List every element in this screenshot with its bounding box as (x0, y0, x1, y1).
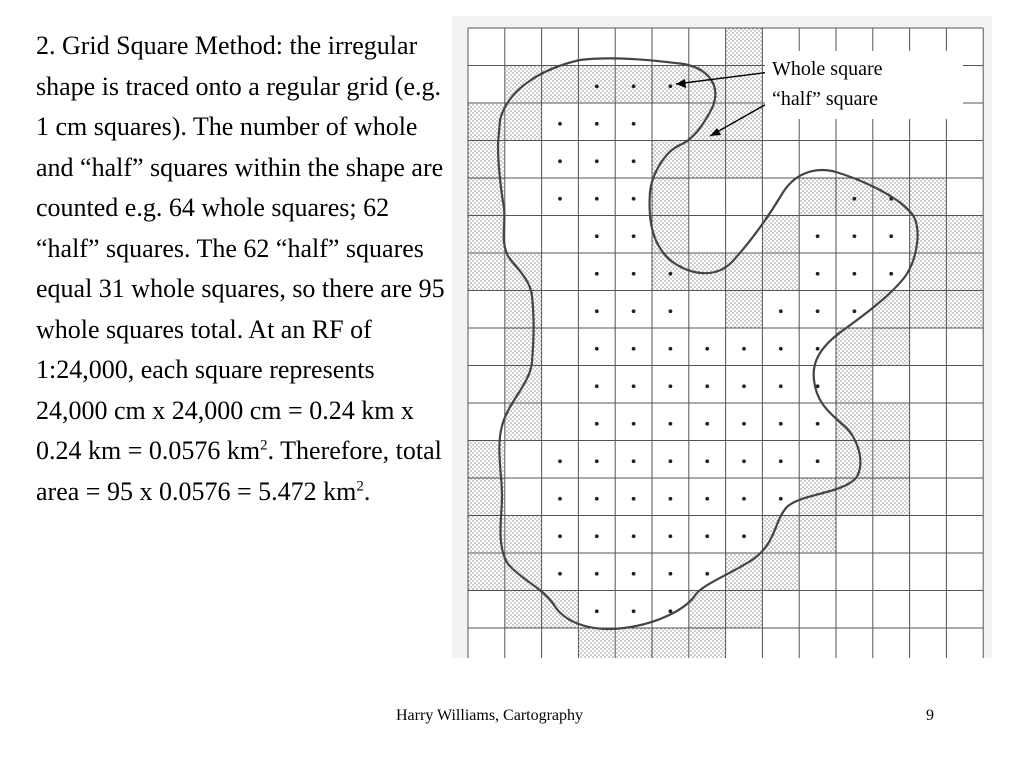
whole-square-dot (816, 309, 820, 313)
half-square-cell (762, 216, 799, 254)
whole-square-dot (779, 309, 783, 313)
whole-square-dot (853, 197, 857, 201)
whole-square-dot (632, 609, 636, 613)
whole-square-dot (889, 234, 893, 238)
whole-square-dot (705, 459, 709, 463)
half-square-cell (505, 553, 542, 591)
whole-square-dot (595, 534, 599, 538)
whole-square-dot (742, 422, 746, 426)
whole-square-dot (669, 459, 673, 463)
half-square-cell (505, 103, 542, 141)
whole-square-dot (669, 422, 673, 426)
half-square-cell (689, 66, 726, 104)
whole-square-dot (742, 459, 746, 463)
whole-square-dot (558, 572, 562, 576)
half-square-cell (762, 516, 799, 554)
whole-square-dot (632, 122, 636, 126)
half-square-cell (468, 178, 505, 216)
whole-square-dot (779, 422, 783, 426)
whole-square-dot (632, 309, 636, 313)
whole-square-dot (669, 384, 673, 388)
half-square-cell (726, 141, 763, 179)
whole-square-dot (705, 384, 709, 388)
half-square-cell (578, 66, 615, 104)
half-square-cell (762, 253, 799, 291)
half-square-cell (726, 103, 763, 141)
half-square-cell (726, 66, 763, 104)
whole-square-dot (705, 572, 709, 576)
whole-square-dot (632, 459, 636, 463)
half-square-cell (505, 291, 542, 329)
whole-square-dot (742, 384, 746, 388)
whole-square-dot (816, 347, 820, 351)
whole-square-dot (669, 534, 673, 538)
half-square-cell (505, 591, 542, 629)
whole-square-dot (632, 197, 636, 201)
figure-legend-box (765, 51, 963, 119)
whole-square-dot (669, 84, 673, 88)
whole-square-dot (595, 497, 599, 501)
half-square-cell (578, 628, 615, 658)
half-square-cell (946, 253, 983, 291)
page-number: 9 (926, 707, 934, 724)
half-square-cell (652, 141, 689, 179)
whole-square-dot (779, 459, 783, 463)
half-square-cell (652, 178, 689, 216)
whole-square-dot (742, 497, 746, 501)
half-square-cell (652, 216, 689, 254)
half-square-cell (615, 628, 652, 658)
body-text-part-2: . Therefore, total area = 95 x 0.0576 = 5.472 km (36, 436, 442, 506)
whole-square-dot (816, 422, 820, 426)
whole-square-dot (853, 309, 857, 313)
whole-square-dot (595, 309, 599, 313)
whole-square-dot (632, 84, 636, 88)
whole-square-dot (558, 122, 562, 126)
whole-square-dot (595, 197, 599, 201)
half-square-cell (468, 253, 505, 291)
whole-square-dot (595, 459, 599, 463)
half-square-cell (836, 366, 873, 404)
half-square-cell (689, 141, 726, 179)
whole-square-dot (558, 159, 562, 163)
half-square-cell (652, 628, 689, 658)
half-square-cell (873, 328, 910, 366)
whole-square-dot (669, 272, 673, 276)
half-square-cell (836, 328, 873, 366)
whole-square-dot (889, 272, 893, 276)
half-square-cell (615, 66, 652, 104)
half-square-cell (468, 553, 505, 591)
half-square-cell (505, 516, 542, 554)
half-square-cell (799, 178, 836, 216)
whole-square-dot (705, 497, 709, 501)
half-square-cell (946, 291, 983, 329)
whole-square-dot (595, 347, 599, 351)
half-square-cell (873, 478, 910, 516)
whole-square-dot (595, 422, 599, 426)
whole-square-dot (632, 534, 636, 538)
whole-square-dot (632, 572, 636, 576)
half-square-cell (468, 516, 505, 554)
half-square-cell (726, 291, 763, 329)
body-text-part-1: 2. Grid Square Method: the irregular shape is traced onto a regular grid (e.g. 1 cm squares). The number of whole and “half” squares within the shape are counted e.g. 64 whole squares; 62 “half” squares. The 62 “half” squares equal 31 whole squares, so there are 95 whole squares total. At an RF of 1:24,000, each square represents 24,000 cm x 24,000 cm = 0.24 km x 0.24 km = 0.0576 km (36, 31, 445, 465)
whole-square-dot (595, 272, 599, 276)
label-whole-square: Whole square (772, 58, 883, 80)
half-square-cell (946, 216, 983, 254)
half-square-cell (689, 628, 726, 658)
half-square-cell (726, 253, 763, 291)
whole-square-dot (595, 122, 599, 126)
half-square-cell (726, 591, 763, 629)
whole-square-dot (816, 272, 820, 276)
whole-square-dot (595, 609, 599, 613)
whole-square-dot (816, 234, 820, 238)
whole-square-dot (632, 497, 636, 501)
whole-square-dot (632, 159, 636, 163)
footer-author: Harry Williams, Cartography (396, 707, 584, 724)
body-text (36, 26, 446, 512)
body-text-part-3: . (363, 476, 371, 506)
half-square-cell (468, 478, 505, 516)
whole-square-dot (595, 572, 599, 576)
half-square-cell (836, 441, 873, 479)
whole-square-dot (705, 534, 709, 538)
whole-square-dot (669, 309, 673, 313)
whole-square-dot (705, 422, 709, 426)
whole-square-dot (595, 84, 599, 88)
whole-square-dot (816, 459, 820, 463)
superscript-2: 2 (260, 437, 268, 454)
whole-square-dot (779, 497, 783, 501)
whole-square-dot (853, 234, 857, 238)
whole-square-dot (632, 422, 636, 426)
half-square-cell (873, 441, 910, 479)
whole-square-dot (632, 347, 636, 351)
whole-square-dot (669, 347, 673, 351)
whole-square-dot (558, 497, 562, 501)
whole-square-dot (705, 347, 709, 351)
half-square-cell (799, 516, 836, 554)
whole-square-dot (595, 234, 599, 238)
whole-square-dot (632, 272, 636, 276)
half-square-cell (505, 328, 542, 366)
half-square-cell (873, 291, 910, 329)
half-square-cell (726, 28, 763, 66)
whole-square-dot (632, 384, 636, 388)
whole-square-dot (558, 197, 562, 201)
whole-square-dot (595, 159, 599, 163)
half-square-cell (910, 178, 947, 216)
whole-square-dot (558, 459, 562, 463)
half-square-cell (652, 253, 689, 291)
whole-square-dot (558, 534, 562, 538)
whole-square-dot (742, 347, 746, 351)
half-square-cell (468, 216, 505, 254)
superscript-2b: 2 (356, 477, 364, 494)
whole-square-dot (595, 384, 599, 388)
whole-square-dot (779, 347, 783, 351)
whole-square-dot (669, 497, 673, 501)
whole-square-dot (742, 534, 746, 538)
half-square-cell (836, 403, 873, 441)
half-square-cell (910, 291, 947, 329)
half-square-cell (873, 403, 910, 441)
half-square-cell (910, 253, 947, 291)
label-half-square: “half” square (772, 88, 879, 110)
half-square-cell (799, 478, 836, 516)
whole-square-dot (779, 384, 783, 388)
whole-square-dot (853, 272, 857, 276)
half-square-cell (762, 553, 799, 591)
whole-square-dot (632, 234, 636, 238)
half-square-cell (836, 478, 873, 516)
whole-square-dot (669, 572, 673, 576)
